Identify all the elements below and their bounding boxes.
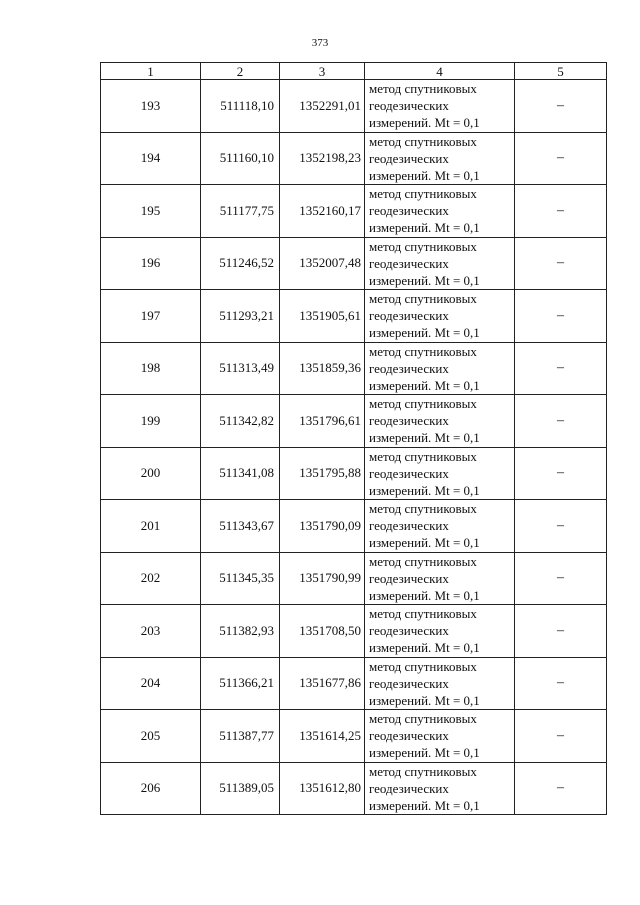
method-cell: метод спутниковых геодезических измерений. Mt = 0,1 [365, 552, 515, 605]
method-cell: метод спутниковых геодезических измерений. Mt = 0,1 [365, 290, 515, 343]
point-number-cell: 204 [101, 657, 201, 710]
table-row [101, 290, 607, 343]
table-row [101, 185, 607, 238]
table-row [101, 657, 607, 710]
x-coordinate-cell: 511341,08 [201, 447, 280, 500]
x-coordinate-cell: 511177,75 [201, 185, 280, 238]
header-cell-2: 2 [201, 63, 280, 80]
point-number-cell: 198 [101, 342, 201, 395]
x-coordinate-cell: 511313,49 [201, 342, 280, 395]
y-coordinate-cell: 1351905,61 [280, 290, 365, 343]
x-coordinate-cell: 511366,21 [201, 657, 280, 710]
y-coordinate-cell: 1351614,25 [280, 710, 365, 763]
y-coordinate-cell: 1351859,36 [280, 342, 365, 395]
x-coordinate-cell: 511246,52 [201, 237, 280, 290]
header-cell-5: 5 [515, 63, 607, 80]
point-number-cell: 195 [101, 185, 201, 238]
method-cell: метод спутниковых геодезических измерений. Mt = 0,1 [365, 132, 515, 185]
x-coordinate-cell: 511387,77 [201, 710, 280, 763]
method-cell: метод спутниковых геодезических измерений. Mt = 0,1 [365, 395, 515, 448]
x-coordinate-cell: 511343,67 [201, 500, 280, 553]
y-coordinate-cell: 1352198,23 [280, 132, 365, 185]
point-number-cell: 196 [101, 237, 201, 290]
point-number-cell: 202 [101, 552, 201, 605]
point-number-cell: 203 [101, 605, 201, 658]
table-row [101, 80, 607, 133]
header-cell-1: 1 [101, 63, 201, 80]
x-coordinate-cell: 511118,10 [201, 80, 280, 133]
method-cell: метод спутниковых геодезических измерений. Mt = 0,1 [365, 657, 515, 710]
point-number-cell: 197 [101, 290, 201, 343]
point-number-cell: 205 [101, 710, 201, 763]
x-coordinate-cell: 511293,21 [201, 290, 280, 343]
note-cell: – [515, 185, 607, 238]
table-header-row [101, 63, 607, 80]
method-cell: метод спутниковых геодезических измерений. Mt = 0,1 [365, 605, 515, 658]
y-coordinate-cell: 1351708,50 [280, 605, 365, 658]
method-cell: метод спутниковых геодезических измерений. Mt = 0,1 [365, 710, 515, 763]
y-coordinate-cell: 1351795,88 [280, 447, 365, 500]
note-cell: – [515, 80, 607, 133]
point-number-cell: 199 [101, 395, 201, 448]
table-row [101, 237, 607, 290]
method-cell: метод спутниковых геодезических измерений. Mt = 0,1 [365, 762, 515, 815]
point-number-cell: 201 [101, 500, 201, 553]
table-row [101, 395, 607, 448]
note-cell: – [515, 657, 607, 710]
x-coordinate-cell: 511345,35 [201, 552, 280, 605]
header-cell-3: 3 [280, 63, 365, 80]
coordinates-table [100, 62, 607, 815]
note-cell: – [515, 395, 607, 448]
table-row [101, 342, 607, 395]
table-row [101, 500, 607, 553]
note-cell: – [515, 605, 607, 658]
method-cell: метод спутниковых геодезических измерений. Mt = 0,1 [365, 237, 515, 290]
page-number: 373 [311, 37, 329, 49]
point-number-cell: 193 [101, 80, 201, 133]
method-cell: метод спутниковых геодезических измерений. Mt = 0,1 [365, 447, 515, 500]
y-coordinate-cell: 1351796,61 [280, 395, 365, 448]
note-cell: – [515, 237, 607, 290]
table-row [101, 552, 607, 605]
y-coordinate-cell: 1351790,99 [280, 552, 365, 605]
note-cell: – [515, 290, 607, 343]
note-cell: – [515, 500, 607, 553]
note-cell: – [515, 552, 607, 605]
x-coordinate-cell: 511382,93 [201, 605, 280, 658]
note-cell: – [515, 710, 607, 763]
point-number-cell: 194 [101, 132, 201, 185]
y-coordinate-cell: 1352007,48 [280, 237, 365, 290]
header-cell-4: 4 [365, 63, 515, 80]
note-cell: – [515, 132, 607, 185]
note-cell: – [515, 342, 607, 395]
table-row [101, 447, 607, 500]
note-cell: – [515, 447, 607, 500]
y-coordinate-cell: 1352160,17 [280, 185, 365, 238]
point-number-cell: 206 [101, 762, 201, 815]
x-coordinate-cell: 511389,05 [201, 762, 280, 815]
point-number-cell: 200 [101, 447, 201, 500]
y-coordinate-cell: 1351677,86 [280, 657, 365, 710]
method-cell: метод спутниковых геодезических измерений. Mt = 0,1 [365, 342, 515, 395]
note-cell: – [515, 762, 607, 815]
x-coordinate-cell: 511160,10 [201, 132, 280, 185]
table-row [101, 132, 607, 185]
y-coordinate-cell: 1352291,01 [280, 80, 365, 133]
table-row [101, 605, 607, 658]
table-row [101, 762, 607, 815]
x-coordinate-cell: 511342,82 [201, 395, 280, 448]
coordinates-table-body [101, 63, 607, 815]
table-row [101, 710, 607, 763]
y-coordinate-cell: 1351612,80 [280, 762, 365, 815]
y-coordinate-cell: 1351790,09 [280, 500, 365, 553]
method-cell: метод спутниковых геодезических измерений. Mt = 0,1 [365, 80, 515, 133]
method-cell: метод спутниковых геодезических измерений. Mt = 0,1 [365, 500, 515, 553]
method-cell: метод спутниковых геодезических измерений. Mt = 0,1 [365, 185, 515, 238]
